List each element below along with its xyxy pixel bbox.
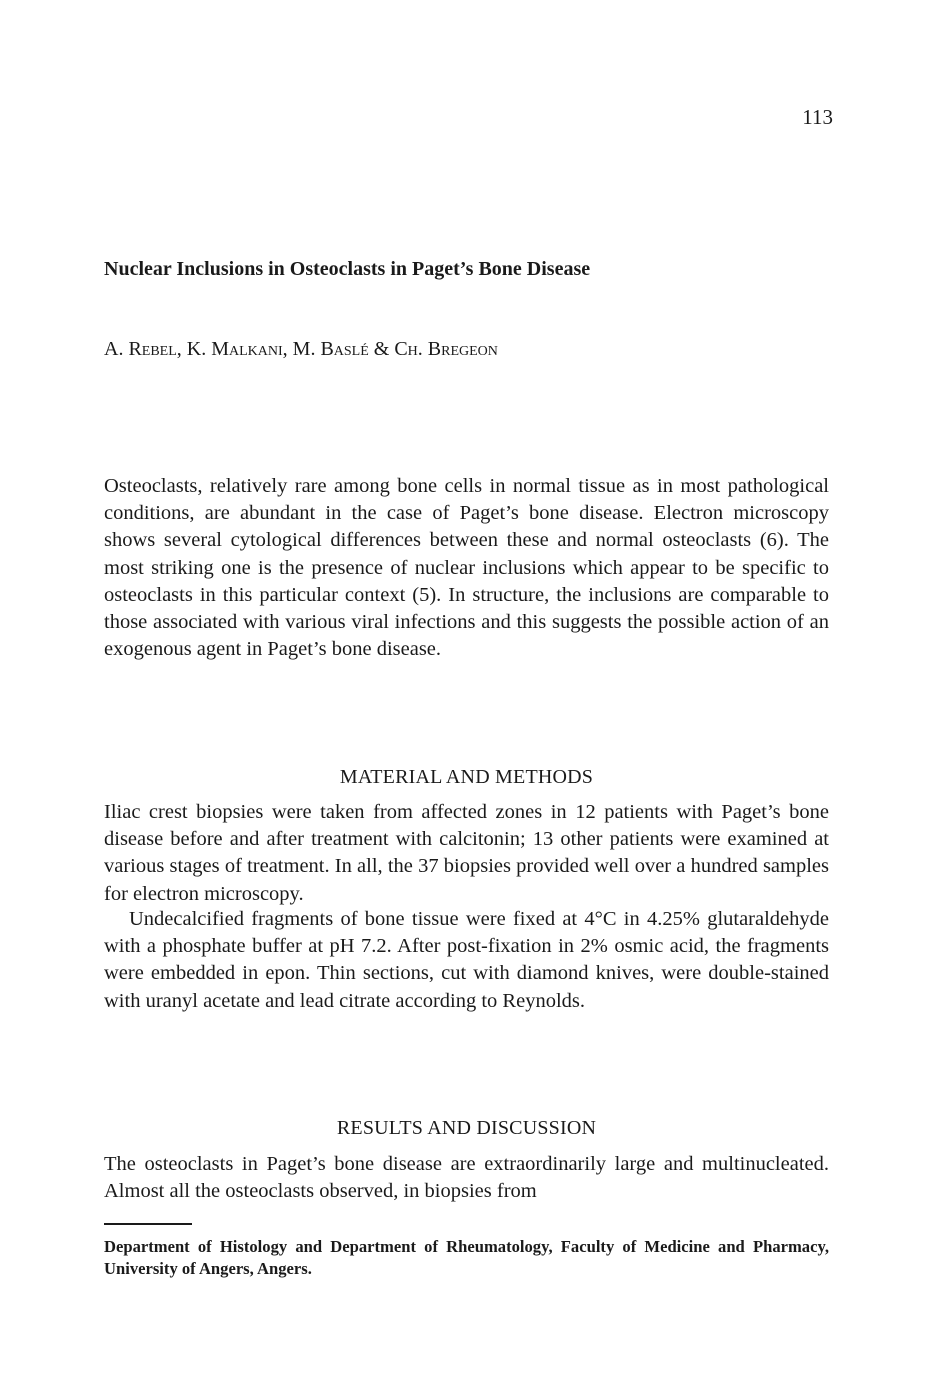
page-number: 113: [802, 105, 833, 129]
methods-paragraph-2: Undecalcified fragments of bone tissue were fixed at 4°C in 4.25% glutaraldehyde with a phosphate buffer at pH 7.2. After post-fixation in 2% osmic acid, the fragments were embedded in epon. Thin sections, cut with diamond knives, were double-stained with uranyl acetate and lead citrate according to Reynolds.: [104, 908, 829, 1012]
intro-paragraph: Osteoclasts, relatively rare among bone cells in normal tissue as in most pathological conditions, are abundant in the case of Paget’s bone disease. Electron microscopy shows several cytological differences between these and normal osteoclasts (6). The most striking one is the presence of nuclear inclusions which appear to be specific to osteoclasts in this particular context (5). In structure, the inclusions are comparable to those associated with various viral infections and this suggests the possible action of an exogenous agent in Paget’s bone disease.: [104, 475, 829, 661]
section-heading-results: RESULTS AND DISCUSSION: [336, 1117, 597, 1139]
affiliation-footnote: Department of Histology and Department of Rheumatology, Faculty of Medicine and Pharmacy, University of Angers, Angers.: [104, 1237, 829, 1278]
results-paragraph: The osteoclasts in Paget’s bone disease are extraordinarily large and multinucleated. Almost all the osteoclasts observed, in biopsies from: [104, 1153, 829, 1203]
author-list: A. Rebel, K. Malkani, M. Baslé & Ch. Bregeon: [104, 338, 498, 360]
methods-paragraph-1: Iliac crest biopsies were taken from affected zones in 12 patients with Paget’s bone disease before and after treatment with calcitonin; 13 other patients were examined at various stages of treatment. In all, the 37 biopsies provided well over a hundred samples for electron microscopy.: [104, 801, 829, 905]
footnote-divider: [104, 1223, 192, 1225]
section-heading-methods: MATERIAL AND METHODS: [339, 766, 594, 788]
article-title: Nuclear Inclusions in Osteoclasts in Paget’s Bone Disease: [104, 258, 591, 280]
